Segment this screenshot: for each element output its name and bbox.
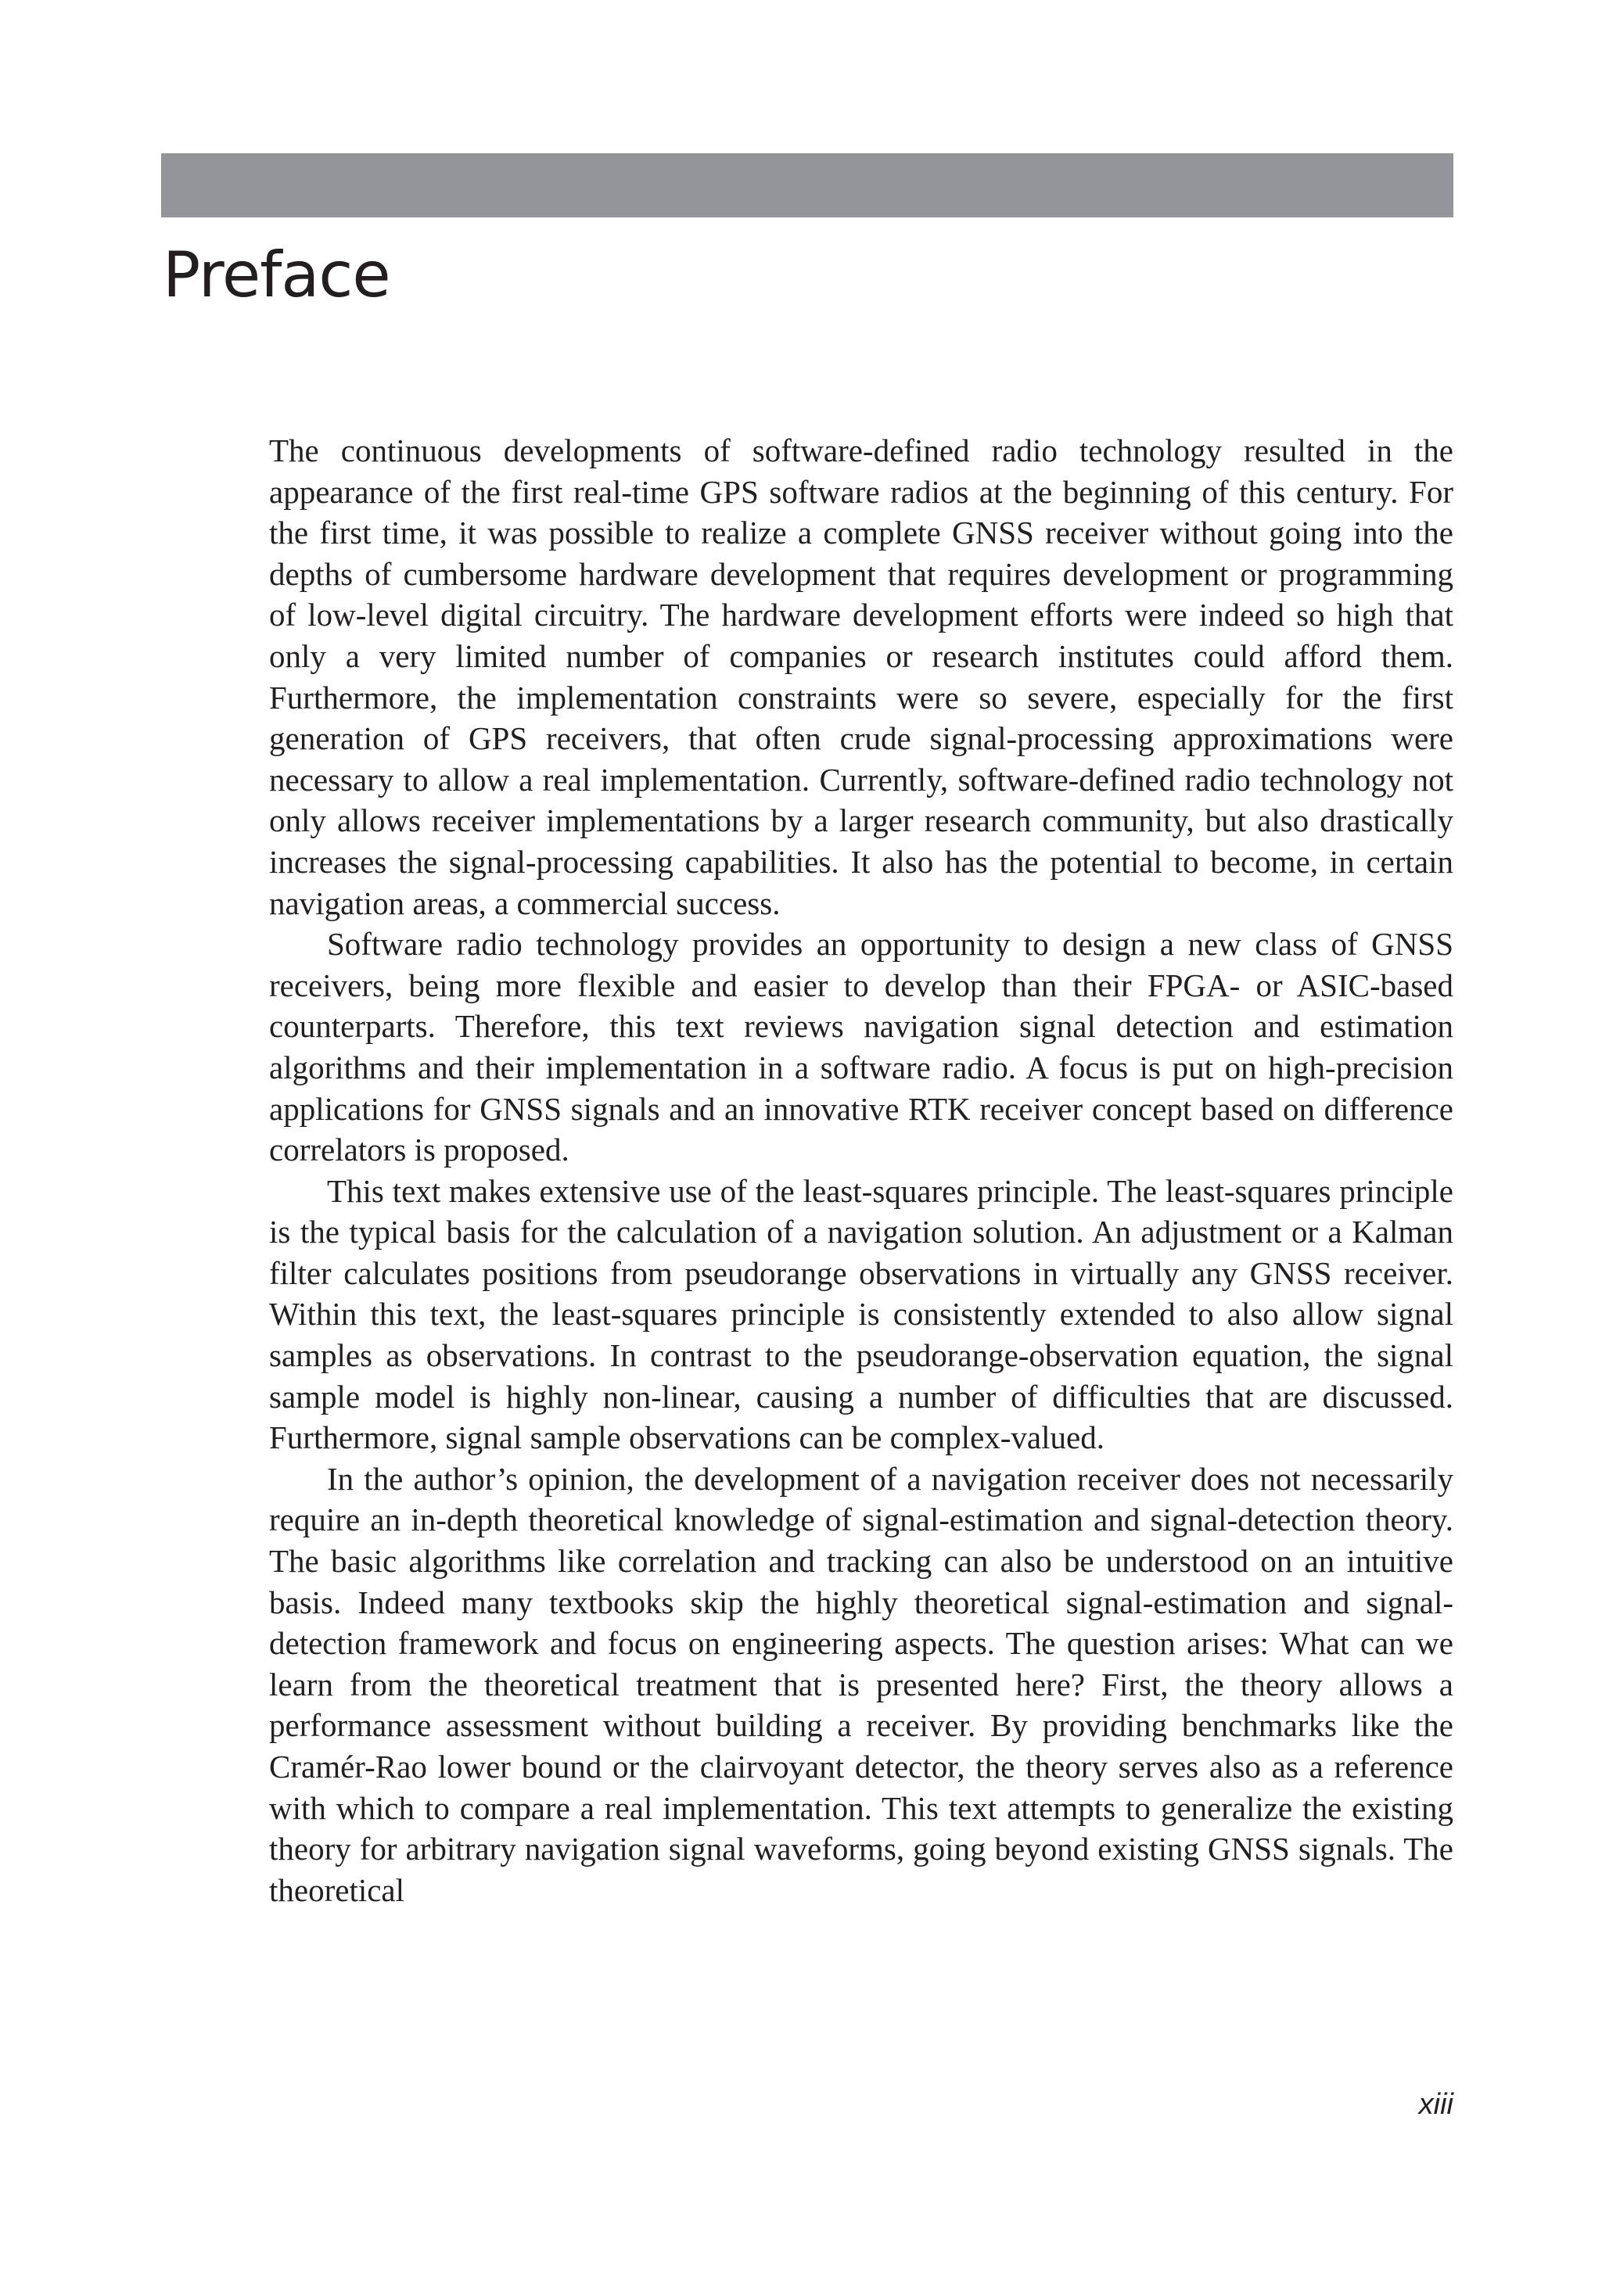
paragraph-2: Software radio technology provides an opportunity to design a new class of GNSS receivers, being more flexible and easier to develop than their FPGA- or ASIC-based counterparts. Therefore, this text reviews navigation signal detection and estimation algorithms and their implementation in a software radio. A focus is put on high-precision applications for GNSS signals and an innovative RTK receiver concept based on difference correlators is proposed. (269, 926, 1453, 1168)
preface-body (269, 430, 1453, 1910)
page-number: xiii (1418, 2088, 1453, 2121)
chapter-title: Preface (163, 239, 390, 311)
chapter-header-bar (161, 153, 1453, 217)
paragraph-3: This text makes extensive use of the least-squares principle. The least-squares principle is the typical basis for the calculation of a navigation solution. An adjustment or a Kalman filter calculates positions from pseudorange observations in virtually any GNSS receiver. Within this text, the least-squares principle is consistently extended to also allow signal samples as observations. In contrast to the pseudorange-observation equation, the signal sample model is highly non-linear, causing a number of difficulties that are discussed. Furthermore, signal sample observations can be complex-valued. (269, 1172, 1453, 1456)
paragraph-4: In the author’s opinion, the development of a navigation receiver does not necessarily require an in-depth theoretical knowledge of signal-estimation and signal-detection theory. The basic algorithms like correlation and tracking can also be understood on an intuitive basis. Indeed many textbooks skip the highly theoretical signal-estimation and signal-detection framework and focus on engineering aspects. The question arises: What can we learn from the theoretical treatment that is presented here? First, the theory allows a performance assessment without building a receiver. By providing benchmarks like the Cramér-Rao lower bound or the clairvoyant detector, the theory serves also as a reference with which to compare a real implementation. This text attempts to generalize the existing theory for arbitrary navigation signal waveforms, going beyond existing GNSS signals. The theoretical (269, 1460, 1453, 1908)
paragraph-1: The continuous developments of software-defined radio technology resulted in the appearance of the first real-time GPS software radios at the beginning of this century. For the first time, it was possible to realize a complete GNSS receiver without going into the depths of cumbersome hardware development that requires development or programming of low-level digital circuitry. The hardware development efforts were indeed so high that only a very limited number of companies or research institutes could afford them. Furthermore, the implementation constraints were so severe, especially for the first generation of GPS receivers, that often crude signal-processing approximations were necessary to allow a real implementation. Currently, software-defined radio technology not only allows receiver implementations by a larger research community, but also drastically increases the signal-processing capabilities. It also has the potential to become, in certain navigation areas, a commercial success. (269, 432, 1453, 921)
